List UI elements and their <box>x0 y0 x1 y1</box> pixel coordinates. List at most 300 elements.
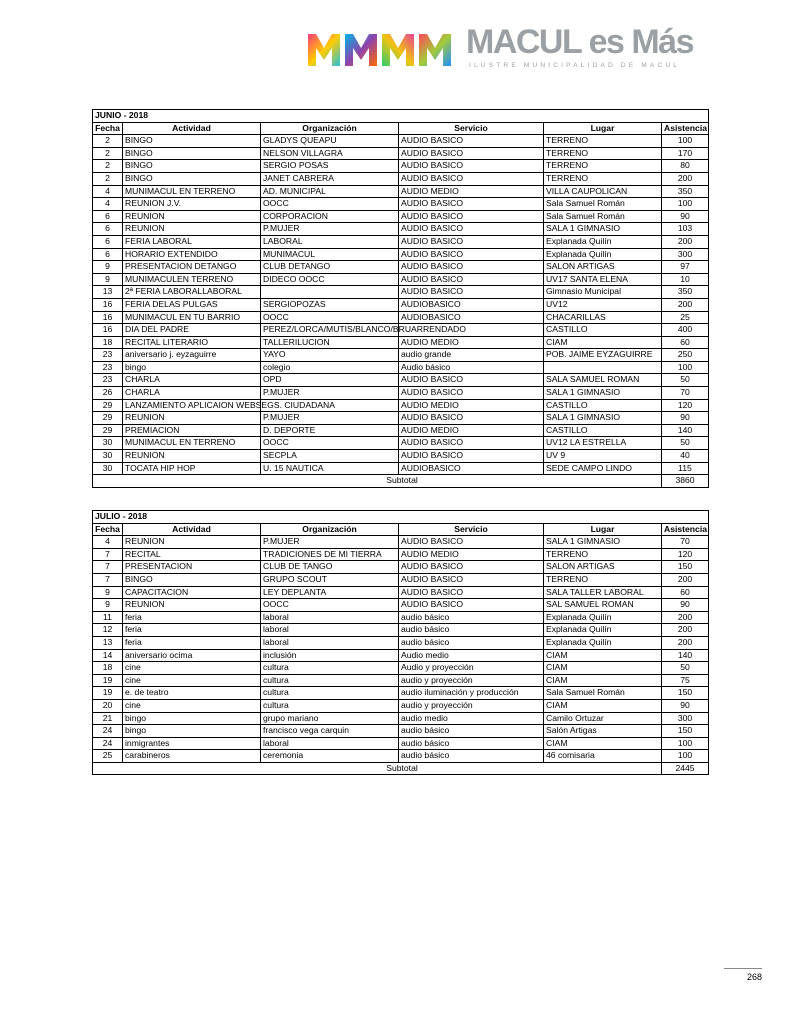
table-cell: BINGO <box>123 135 261 148</box>
table-cell: AUDIO BASICO <box>399 261 544 274</box>
subtotal-row <box>93 475 709 488</box>
table-cell: audio básico <box>399 636 544 649</box>
table-row <box>93 561 709 574</box>
table-cell: P.MUJER <box>261 536 399 549</box>
table-cell: 250 <box>662 349 709 362</box>
table-cell: Sala Samuel Román <box>544 198 662 211</box>
table-cell: 60 <box>662 336 709 349</box>
table-cell: cultura <box>261 674 399 687</box>
table-cell: laboral <box>261 737 399 750</box>
table-cell: audio básico <box>399 624 544 637</box>
table-cell: AUDIO MEDIO <box>399 336 544 349</box>
table-cell: 7 <box>93 561 123 574</box>
table-row <box>93 548 709 561</box>
table-cell: AD. MUNICIPAL <box>261 185 399 198</box>
table-cell: CIAM <box>544 737 662 750</box>
table-cell: MUNIMACUL EN TERRENO <box>123 185 261 198</box>
table-cell: Explanada Quilín <box>544 636 662 649</box>
table-cell: AUDIO BASICO <box>399 198 544 211</box>
table-row <box>93 462 709 475</box>
table-cell: LEY DEPLANTA <box>261 586 399 599</box>
table-cell: 170 <box>662 147 709 160</box>
table-cell: AUDIO BASICO <box>399 437 544 450</box>
table-cell: Camilo Ortuzar <box>544 712 662 725</box>
table-cell: FERIA LABORAL <box>123 235 261 248</box>
table-header-row <box>93 523 709 536</box>
table-row <box>93 349 709 362</box>
table-cell: AUDIOBASICO <box>399 311 544 324</box>
table-cell: AUDIO BASICO <box>399 412 544 425</box>
table-cell: Salón Artigas <box>544 725 662 738</box>
subtotal-label: Subtotal <box>261 475 544 488</box>
table-row <box>93 586 709 599</box>
table-cell: 200 <box>662 298 709 311</box>
table-row <box>93 437 709 450</box>
logo-subtitle: ILUSTRE MUNICIPALIDAD DE MACUL <box>469 62 681 69</box>
table-cell: audio y proyección <box>399 699 544 712</box>
table-cell: feria <box>123 636 261 649</box>
column-header: Actividad <box>123 122 261 135</box>
table-cell: Explanada Quilín <box>544 624 662 637</box>
table-cell: MUNIMACULEN TERRENO <box>123 273 261 286</box>
logo-wordmark: MACUL es Más <box>466 23 693 61</box>
table-row <box>93 674 709 687</box>
table-cell: PRESENTACION DETANGO <box>123 261 261 274</box>
table-row <box>93 636 709 649</box>
table-cell: CHACARILLAS <box>544 311 662 324</box>
table-cell: AUDIO BASICO <box>399 561 544 574</box>
table-cell: cultura <box>261 687 399 700</box>
table-cell: AUDIOBASICO <box>399 462 544 475</box>
table-cell: aniversario j. eyzaguirre <box>123 349 261 362</box>
subtotal-spacer <box>93 762 123 775</box>
table-row <box>93 135 709 148</box>
table-cell: Sala Samuel Román <box>544 687 662 700</box>
column-header: Organización <box>261 523 399 536</box>
table-cell: RECITAL <box>123 548 261 561</box>
table-cell: 7 <box>93 573 123 586</box>
table-cell: grupo mariano <box>261 712 399 725</box>
table-cell: AUDIO BASICO <box>399 536 544 549</box>
subtotal-spacer <box>544 762 662 775</box>
table-cell: TRADICIONES DE MI TIERRA <box>261 548 399 561</box>
table-row <box>93 750 709 763</box>
table-cell: SAL SAMUEL ROMAN <box>544 599 662 612</box>
table-cell: P.MUJER <box>261 387 399 400</box>
table-cell: P.MUJER <box>261 223 399 236</box>
table-cell: UV 9 <box>544 450 662 463</box>
table-header-row <box>93 122 709 135</box>
table-cell: D. DEPORTE <box>261 424 399 437</box>
table-row <box>93 210 709 223</box>
table-cell: JANET CABRERA <box>261 172 399 185</box>
table-row <box>93 273 709 286</box>
table-row <box>93 198 709 211</box>
table-row <box>93 361 709 374</box>
table-cell: laboral <box>261 624 399 637</box>
table-row <box>93 687 709 700</box>
table-cell: 120 <box>662 548 709 561</box>
table-cell: Gimnasio Municipal <box>544 286 662 299</box>
table-cell: AUDIO BASICO <box>399 273 544 286</box>
table-cell: POB. JAIME EYZAGUIRRE <box>544 349 662 362</box>
table-cell: AUDIO BASICO <box>399 160 544 173</box>
table-cell: CORPORACION <box>261 210 399 223</box>
subtotal-row <box>93 762 709 775</box>
table-cell: ceremonia <box>261 750 399 763</box>
table-cell: FERIA DELAS PULGAS <box>123 298 261 311</box>
table-cell: UV17 SANTA ELENA <box>544 273 662 286</box>
table-cell: U. 15 NAUTICA <box>261 462 399 475</box>
table-row <box>93 611 709 624</box>
table-cell: 150 <box>662 725 709 738</box>
table-cell: AUDIO BASICO <box>399 586 544 599</box>
table-cell: cultura <box>261 699 399 712</box>
table-row <box>93 261 709 274</box>
title-spacer <box>544 511 662 524</box>
table-cell: AUDIO MEDIO <box>399 399 544 412</box>
table-row <box>93 699 709 712</box>
table-cell: audio iluminación y producción <box>399 687 544 700</box>
column-header: Servicio <box>399 122 544 135</box>
table-cell: 9 <box>93 599 123 612</box>
table-cell: 300 <box>662 248 709 261</box>
table-cell: 140 <box>662 424 709 437</box>
table-cell: audio y proyección <box>399 674 544 687</box>
column-header: Asistencia <box>662 122 709 135</box>
title-spacer <box>662 110 709 123</box>
table-cell: 100 <box>662 750 709 763</box>
table-cell: GLADYS QUEAPU <box>261 135 399 148</box>
table-row <box>93 235 709 248</box>
table-cell: 200 <box>662 235 709 248</box>
table-cell: 4 <box>93 536 123 549</box>
table-cell: SALA 1 GIMNASIO <box>544 223 662 236</box>
table-cell: SALA SAMUEL ROMAN <box>544 374 662 387</box>
table-cell: 100 <box>662 737 709 750</box>
table-cell: 29 <box>93 399 123 412</box>
table-cell: 4 <box>93 198 123 211</box>
table-cell: SEDE CAMPO LINDO <box>544 462 662 475</box>
table-cell: LANZAMIENTO APLICAION WEBSEGS. CIUDADANA <box>123 399 261 412</box>
table-cell: CIAM <box>544 649 662 662</box>
table-cell: SERGIO POSAS <box>261 160 399 173</box>
table-cell: AUDIO MEDIO <box>399 185 544 198</box>
table-cell: audio medio <box>399 712 544 725</box>
table-cell: AUDIO MEDIO <box>399 548 544 561</box>
table-cell: AUDIO BASICO <box>399 235 544 248</box>
table-cell: 16 <box>93 298 123 311</box>
table-cell: BINGO <box>123 172 261 185</box>
table-cell: AUDIO BASICO <box>399 248 544 261</box>
table-cell: CIAM <box>544 336 662 349</box>
table-cell: AUDIO BASICO <box>399 450 544 463</box>
table-cell: 29 <box>93 424 123 437</box>
table-cell: e. de teatro <box>123 687 261 700</box>
table-cell: 140 <box>662 649 709 662</box>
subtotal-spacer <box>544 475 662 488</box>
table-cell: audio básico <box>399 737 544 750</box>
table-cell: 9 <box>93 273 123 286</box>
table-cell: inclusión <box>261 649 399 662</box>
title-spacer <box>662 511 709 524</box>
table-cell: 50 <box>662 374 709 387</box>
table-cell: TERRENO <box>544 548 662 561</box>
table-cell: 25 <box>93 750 123 763</box>
table-cell: 9 <box>93 586 123 599</box>
table-cell: CASTILLO <box>544 324 662 337</box>
table-row <box>93 248 709 261</box>
table-cell: AUDIO BASICO <box>399 599 544 612</box>
table-cell: AUDIO BASICO <box>399 223 544 236</box>
table-cell: 100 <box>662 361 709 374</box>
table-row <box>93 536 709 549</box>
table-cell: UV12 <box>544 298 662 311</box>
footer-rule <box>724 968 762 969</box>
table-cell: REUNION <box>123 412 261 425</box>
table-cell: 90 <box>662 599 709 612</box>
table-row <box>93 336 709 349</box>
table-cell: Audio básico <box>399 361 544 374</box>
table-cell: 6 <box>93 248 123 261</box>
subtotal-label: Subtotal <box>261 762 544 775</box>
table-cell: 29 <box>93 412 123 425</box>
table-row <box>93 725 709 738</box>
column-header: Fecha <box>93 122 123 135</box>
table-cell: 6 <box>93 223 123 236</box>
table-cell: RECITAL LITERARIO <box>123 336 261 349</box>
table-cell: AUDIO MEDIO <box>399 424 544 437</box>
table-cell: 300 <box>662 712 709 725</box>
table-cell: OOCC <box>261 437 399 450</box>
table-row <box>93 662 709 675</box>
table-cell: Explanada Quilín <box>544 611 662 624</box>
table-cell: 103 <box>662 223 709 236</box>
table-cell: CHARLA <box>123 387 261 400</box>
table-cell: SALON ARTIGAS <box>544 561 662 574</box>
table-cell: REUNION <box>123 536 261 549</box>
table-cell: Explanada Quilín <box>544 248 662 261</box>
table-cell <box>544 361 662 374</box>
table-cell: 70 <box>662 536 709 549</box>
table-cell: 21 <box>93 712 123 725</box>
table-cell: cine <box>123 674 261 687</box>
table-cell: 150 <box>662 561 709 574</box>
table-cell: 90 <box>662 210 709 223</box>
table-cell: 70 <box>662 387 709 400</box>
table-cell: AUDIO BASICO <box>399 573 544 586</box>
column-header: Organización <box>261 122 399 135</box>
table-cell: bingo <box>123 725 261 738</box>
table-cell: TERRENO <box>544 160 662 173</box>
table-cell: REUNION J.V. <box>123 198 261 211</box>
table-row <box>93 399 709 412</box>
table-cell: DIA DEL PADRE <box>123 324 261 337</box>
table-cell: REUNION <box>123 450 261 463</box>
table-cell: CHARLA <box>123 374 261 387</box>
table-cell: 120 <box>662 399 709 412</box>
table-row <box>93 424 709 437</box>
title-spacer <box>544 110 662 123</box>
table-cell: 12 <box>93 624 123 637</box>
table-cell: 350 <box>662 286 709 299</box>
table-cell: Audio medio <box>399 649 544 662</box>
table-cell: DIDECO OOCC <box>261 273 399 286</box>
table-cell: SALA 1 GIMNASIO <box>544 387 662 400</box>
table-cell: SALA 1 GIMNASIO <box>544 536 662 549</box>
table-cell: 23 <box>93 349 123 362</box>
table-cell: 200 <box>662 573 709 586</box>
table-cell: 9 <box>93 261 123 274</box>
table-cell: 20 <box>93 699 123 712</box>
table-cell: 30 <box>93 450 123 463</box>
table-row <box>93 573 709 586</box>
table-cell: HORARIO EXTENDIDO <box>123 248 261 261</box>
table-cell: 100 <box>662 198 709 211</box>
table-cell: AUDIO BASICO <box>399 135 544 148</box>
table-cell: 90 <box>662 412 709 425</box>
subtotal-spacer <box>123 475 261 488</box>
table-cell: PRESENTACION <box>123 561 261 574</box>
table-cell: YAYO <box>261 349 399 362</box>
table-cell: AUDIO BASICO <box>399 286 544 299</box>
table-row <box>93 298 709 311</box>
table-cell: GRUPO SCOUT <box>261 573 399 586</box>
table-cell: carabineros <box>123 750 261 763</box>
table-cell: P.MUJER <box>261 412 399 425</box>
table-cell: 80 <box>662 160 709 173</box>
table-cell: 11 <box>93 611 123 624</box>
table-cell: TOCATA HIP HOP <box>123 462 261 475</box>
table-cell: 16 <box>93 311 123 324</box>
table-cell: Sala Samuel Román <box>544 210 662 223</box>
title-spacer <box>261 110 399 123</box>
table-cell: AUDIO BASICO <box>399 210 544 223</box>
table-cell: REUNION <box>123 210 261 223</box>
table-row <box>93 286 709 299</box>
table-cell: 24 <box>93 737 123 750</box>
subtotal-spacer <box>123 762 261 775</box>
table-cell: 23 <box>93 374 123 387</box>
table-cell: VILLA CAUPOLICAN <box>544 185 662 198</box>
column-header: Lugar <box>544 523 662 536</box>
table-row <box>93 387 709 400</box>
table-cell: OOCC <box>261 198 399 211</box>
table-cell: CIAM <box>544 662 662 675</box>
table-cell: 150 <box>662 687 709 700</box>
table-cell: TERRENO <box>544 573 662 586</box>
table-cell: 200 <box>662 611 709 624</box>
table-cell: CLUB DE TANGO <box>261 561 399 574</box>
table-cell: OPD <box>261 374 399 387</box>
table-cell: 2ª FERIA LABORALLABORAL <box>123 286 261 299</box>
municipality-logo <box>306 22 706 72</box>
table-cell: audio básico <box>399 725 544 738</box>
table-cell: 4 <box>93 185 123 198</box>
table-cell: audio básico <box>399 611 544 624</box>
column-header: Lugar <box>544 122 662 135</box>
table-cell: 200 <box>662 172 709 185</box>
table-cell: 115 <box>662 462 709 475</box>
table-cell: OOCC <box>261 599 399 612</box>
table-row <box>93 649 709 662</box>
table-cell: 50 <box>662 437 709 450</box>
table-cell: audio grande <box>399 349 544 362</box>
table-row <box>93 324 709 337</box>
table-cell: AUDIOBASICO <box>399 298 544 311</box>
table-cell: 19 <box>93 674 123 687</box>
table-cell: 23 <box>93 361 123 374</box>
table-cell: CIAM <box>544 674 662 687</box>
table-cell: NELSON VILLAGRA <box>261 147 399 160</box>
table-cell: bingo <box>123 361 261 374</box>
table-cell: 200 <box>662 624 709 637</box>
table-cell: PEREZ/LORCA/MUTIS/BLANCO/BRUARRENDADO <box>261 324 399 337</box>
table-cell: audio básico <box>399 750 544 763</box>
page-number: 268 <box>746 972 762 982</box>
table-cell: 100 <box>662 135 709 148</box>
table-cell: UV12 LA ESTRELLA <box>544 437 662 450</box>
column-header: Fecha <box>93 523 123 536</box>
table-cell: MUNIMACUL EN TU BARRIO <box>123 311 261 324</box>
table-cell: 40 <box>662 450 709 463</box>
table-row <box>93 712 709 725</box>
table-cell: 10 <box>662 273 709 286</box>
table-cell: 25 <box>662 311 709 324</box>
table-cell: colegio <box>261 361 399 374</box>
table-cell: SALON ARTIGAS <box>544 261 662 274</box>
table-cell: MUNIMACUL <box>261 248 399 261</box>
table-cell: 90 <box>662 699 709 712</box>
table-cell: 75 <box>662 674 709 687</box>
table-cell: BINGO <box>123 573 261 586</box>
table-cell: 16 <box>93 324 123 337</box>
title-spacer <box>399 110 544 123</box>
table-cell: REUNION <box>123 223 261 236</box>
table-cell: 2 <box>93 147 123 160</box>
table-cell: SERGIOPOZAS <box>261 298 399 311</box>
table-cell: AUDIO BASICO <box>399 387 544 400</box>
table-cell: Audio y proyección <box>399 662 544 675</box>
table-cell: AUDIO BASICO <box>399 172 544 185</box>
table-cell: MUNIMACUL EN TERRENO <box>123 437 261 450</box>
table-title-row <box>93 110 709 123</box>
table-cell: 97 <box>662 261 709 274</box>
table-title-row <box>93 511 709 524</box>
subtotal-spacer <box>93 475 123 488</box>
table-row <box>93 147 709 160</box>
table-row <box>93 311 709 324</box>
table-row <box>93 450 709 463</box>
table-junio <box>92 109 709 488</box>
title-spacer <box>261 511 399 524</box>
table-cell: laboral <box>261 636 399 649</box>
table-cell: CASTILLO <box>544 399 662 412</box>
table-cell: 26 <box>93 387 123 400</box>
table-title: JUNIO - 2018 <box>93 110 123 123</box>
table-cell: 18 <box>93 662 123 675</box>
table-cell: AUDIO BASICO <box>399 374 544 387</box>
table-row <box>93 172 709 185</box>
table-row <box>93 412 709 425</box>
table-cell: francisco vega carquin <box>261 725 399 738</box>
table-cell: CLUB DETANGO <box>261 261 399 274</box>
table-cell: 24 <box>93 725 123 738</box>
table-cell: 14 <box>93 649 123 662</box>
table-cell: TALLERILUCION <box>261 336 399 349</box>
table-cell <box>261 286 399 299</box>
table-row <box>93 185 709 198</box>
